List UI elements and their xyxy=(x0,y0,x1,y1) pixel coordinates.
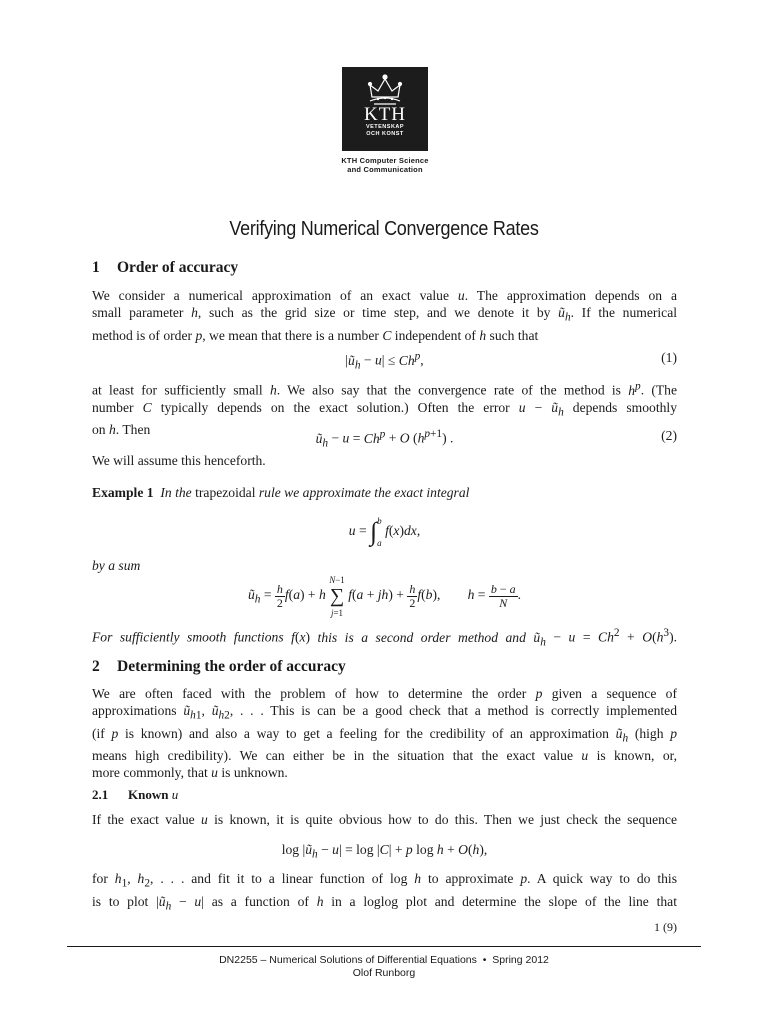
equation-integral: u = ∫b a f(x)dx, xyxy=(348,516,421,548)
subsection-2-1-heading: 2.1 Known u xyxy=(92,787,179,802)
section-2-heading xyxy=(92,658,346,676)
footer-course: DN2255 – Numerical Solutions of Differential Equations xyxy=(219,954,477,966)
section-1-heading xyxy=(92,259,238,277)
example-1-intro: Example 1 In the trapezoidal rule we approximate the exact integral xyxy=(92,485,470,500)
logo-line-1: VETENSKAP xyxy=(365,124,405,130)
equation-1: $|ũ_h - u| \le Ch^p$, xyxy=(345,350,424,372)
equation-trapezoidal-sum: $ũ_h$ = $\frac{h}{2}$ f(a) + h N−1 ∑ j=1 f(a + jh) + $\frac{h}{2}$ f(b), h = $\frac{b - a}{N}$ . xyxy=(247,575,522,618)
department-line-2: and Communication xyxy=(347,165,423,174)
department-line-1: KTH Computer Science xyxy=(341,156,429,165)
footer-term: Spring 2012 xyxy=(492,954,549,966)
subsection-2-1-title: Known xyxy=(128,787,169,802)
section-2-title: Determining the order of accuracy xyxy=(117,658,346,675)
equation-log: $\log |ũ_h - u| = \log |C| + p$ log h + O(h), xyxy=(281,842,488,861)
equation-2-number: (2) xyxy=(661,428,677,443)
footer-line-1 xyxy=(0,954,768,967)
footer-bullet: • xyxy=(482,954,487,966)
crown-icon xyxy=(360,73,410,107)
page-title: Verifying Numerical Convergence Rates xyxy=(229,218,539,240)
section-2-paragraph-1: We are often faced with the problem of how to determine the order p given a sequence of approximations $ũ_{h1}$, $ũ_{h2}$, . . . This is can be a good check that a method is correctly implemented (if p is known) and also a way to get a feeling for the credibility of an approximation $ũ_h$ (high p means high credibility). We can either be in the situation that the exact value u is known, or, more commonly, that u is unknown. xyxy=(92,686,678,781)
section-1-number: 1 xyxy=(92,259,100,276)
equation-1-number: (1) xyxy=(661,350,677,365)
example-1-conclusion: For sufficiently smooth functions f(x) this is a second order method and $ũ_h - u = Ch^2 + O(h^3)$. xyxy=(92,627,677,649)
department-label xyxy=(300,156,470,174)
logo-line-2: OCH KONST xyxy=(366,131,404,137)
equation-2: $ũ_h - u = Ch^p + O$ $(h^{p+1})$ . xyxy=(315,428,454,450)
subsection-2-1-paragraph-1: If the exact value u is known, it is quite obvious how to do this. Then we just check the sequence xyxy=(92,812,677,827)
page-number: 1 (9) xyxy=(654,920,677,934)
subsection-2-1-number: 2.1 xyxy=(92,787,109,802)
section-1-title: Order of accuracy xyxy=(117,259,239,276)
footer xyxy=(0,954,768,980)
footer-author: Olof Runborg xyxy=(352,967,416,979)
logo-kth-text: KTH xyxy=(363,104,407,125)
section-1-paragraph-3: We will assume this henceforth. xyxy=(92,453,266,468)
section-1-paragraph-2: at least for sufficiently small h. We also say that the convergence rate of the method is $h^p$. (The number C typically depends on the exact solution.) Often the error $u - ũ_h$ depends smoothly on h. Then xyxy=(92,380,677,438)
example-1-by-a-sum: by a sum xyxy=(92,558,141,573)
subsection-2-1-paragraph-2: for $h_1$, $h_2$, . . . and fit it to a linear function of log h to approximate p. A quick way to do this is to plot $|ũ_h - u|$ as a function of h in a loglog plot and determine the slope of the line that xyxy=(92,871,678,913)
kth-logo xyxy=(342,67,428,151)
footer-rule xyxy=(67,946,701,947)
section-1-paragraph-1: We consider a numerical approximation of an exact value u. The approximation depends on a small parameter h, such as the grid size or time step, and we denote it by $ũ_h$. If the numerical method is of order p, we mean that there is a number C independent of h such that xyxy=(92,288,678,343)
section-2-number: 2 xyxy=(92,658,100,675)
